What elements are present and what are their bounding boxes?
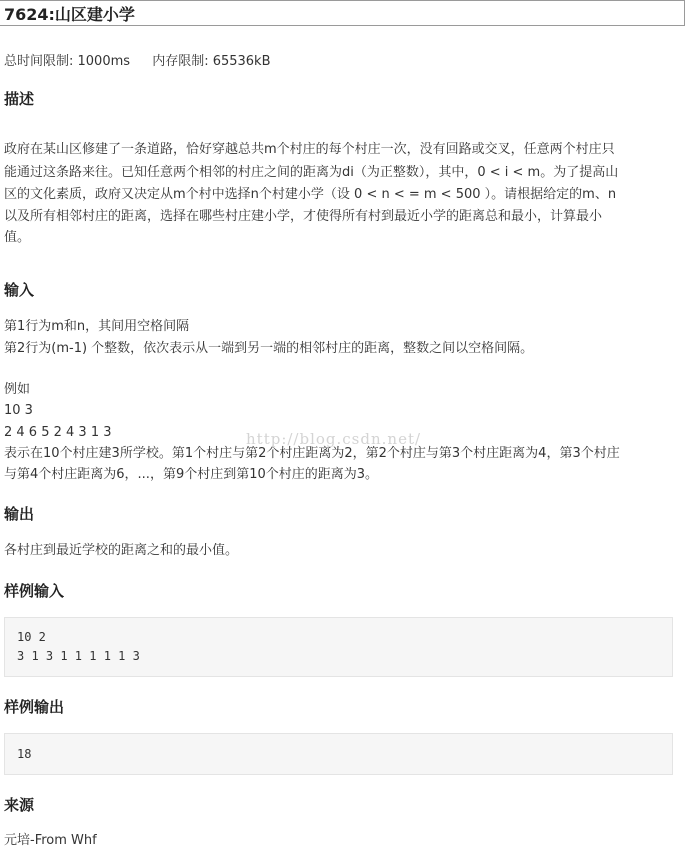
description-line-1: 政府在某山区修建了一条道路，恰好穿越总共m个村庄的每个村庄一次，没有回路或交叉，任意两个村庄只	[4, 142, 615, 157]
sample-input-line-1: 10 2	[17, 630, 46, 644]
output-heading: 输出	[4, 505, 35, 523]
input-explain-line-1: 表示在10个村庄建3所学校。第1个村庄与第2个村庄距离为2，第2个村庄与第3个村庄距离为4，第3个村庄	[4, 446, 620, 461]
sample-output-line-1: 18	[17, 747, 32, 761]
watermark: http://blog.csdn.net/	[246, 430, 422, 448]
description-heading: 描述	[4, 90, 35, 108]
description-line-3: 区的文化素质，政府又决定从m个村中选择n个村建小学（设 0 < n < = m < 500 ）。请根据给定的m、n	[4, 187, 617, 202]
input-line-2: 第2行为(m-1) 个整数，依次表示从一端到另一端的相邻村庄的距离，整数之间以空格间隔。	[4, 341, 534, 356]
description-line-4: 以及所有相邻村庄的距离，选择在哪些村庄建小学，才使得所有村到最近小学的距离总和最小，计算最小	[4, 209, 603, 224]
sample-output-box	[4, 733, 673, 775]
limits-line	[4, 50, 289, 69]
input-example-label: 例如	[4, 382, 31, 397]
description-line-5: 值。	[4, 230, 31, 245]
description-line-2: 能通过这条路来往。已知任意两个相邻的村庄之间的距离为di（为正整数），其中，0 < i < m。为了提高山	[4, 165, 619, 180]
sample-input-line-2: 3 1 3 1 1 1 1 1 3	[17, 649, 140, 663]
problem-title: 7624:山区建小学	[4, 5, 135, 24]
input-explain-line-2: 与第4个村庄距离为6，...，第9个村庄到第10个村庄的距离为3。	[4, 467, 379, 482]
source-heading: 来源	[4, 796, 35, 814]
memory-limit: 内存限制: 65536kB	[152, 54, 271, 69]
input-heading: 输入	[4, 281, 35, 299]
sample-output-heading: 样例输出	[4, 698, 65, 716]
time-limit: 总时间限制: 1000ms	[4, 54, 131, 69]
sample-input-box	[4, 617, 673, 677]
sample-input-heading: 样例输入	[4, 582, 65, 600]
input-line-1: 第1行为m和n，其间用空格间隔	[4, 319, 190, 334]
input-example-line-1: 10 3	[4, 403, 33, 418]
input-example-line-2: 2 4 6 5 2 4 3 1 3	[4, 425, 112, 440]
output-text: 各村庄到最近学校的距离之和的最小值。	[4, 543, 239, 558]
source-text: 元培-From Whf	[4, 833, 97, 848]
